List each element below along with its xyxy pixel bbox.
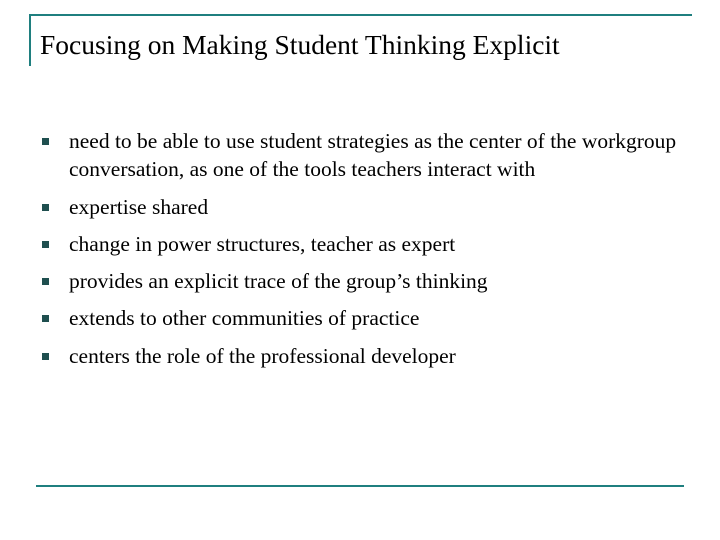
bullet-item (42, 267, 682, 295)
bullet-text: need to be able to use student strategies as the center of the workgroup conversation, as one of the tools teachers interact with (69, 129, 677, 182)
bullet-text: centers the role of the professional developer (69, 343, 456, 368)
bullet-item (42, 230, 682, 258)
bullet-list (42, 127, 682, 370)
slide-title: Focusing on Making Student Thinking Explicit (40, 29, 560, 60)
title-frame-left-rule (29, 14, 31, 66)
square-bullet-icon (42, 353, 49, 360)
square-bullet-icon (42, 204, 49, 211)
square-bullet-icon (42, 138, 49, 145)
bullet-text: provides an explicit trace of the group’s thinking (69, 269, 488, 294)
bullet-text: expertise shared (69, 194, 209, 219)
square-bullet-icon (42, 278, 49, 285)
bullet-item (42, 342, 682, 370)
bottom-rule (36, 485, 684, 487)
bullet-item (42, 304, 682, 332)
bullet-item (42, 127, 682, 184)
title-frame-top-rule (29, 14, 692, 16)
bullet-text: extends to other communities of practice (69, 306, 420, 331)
bullet-text: change in power structures, teacher as expert (69, 231, 456, 256)
square-bullet-icon (42, 315, 49, 322)
square-bullet-icon (42, 241, 49, 248)
bullet-item (42, 193, 682, 221)
